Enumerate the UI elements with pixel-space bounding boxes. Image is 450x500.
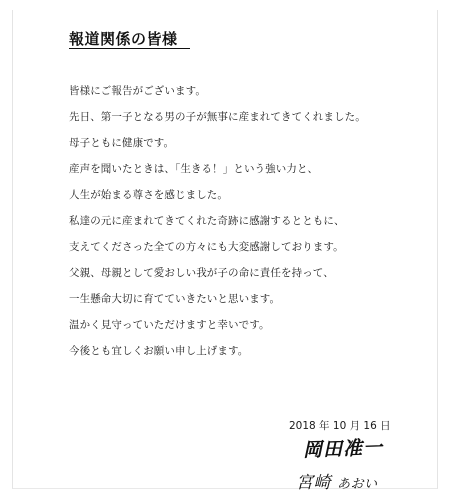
letter-line: 私達の元に産まれてきてくれた奇跡に感謝するとともに、 — [69, 215, 345, 227]
signature-second — [296, 468, 378, 493]
letter-line: 人生が始まる尊さを感じました。 — [69, 189, 228, 201]
letter-line: 支えてくださった全ての方々にも大変感謝しております。 — [69, 241, 344, 253]
letter-line: 今後とも宜しくお願い申し上げます。 — [69, 345, 249, 357]
letter-line: 皆様にご報告がございます。 — [69, 85, 206, 97]
letter-paper — [12, 10, 438, 493]
letter-date: 2018 年 10 月 16 日 — [289, 420, 391, 432]
signature-second-given: あおい — [337, 477, 378, 492]
signature-second-family: 宮崎 — [296, 473, 331, 493]
heading-underline — [69, 48, 190, 49]
letter-body — [69, 78, 366, 364]
letter-line: 温かく見守っていただけますと幸いです。 — [69, 319, 270, 331]
letter-line: 先日、第一子となる男の子が無事に産まれてきてくれました。 — [69, 111, 366, 123]
letter-line: 一生懸命大切に育てていきたいと思います。 — [69, 293, 281, 305]
letter-heading: 報道関係の皆様 — [69, 30, 178, 48]
signature-first: 岡田准一 — [302, 436, 384, 462]
letter-line: 産声を聞いたときは、「生きる！」という強い力と、 — [69, 163, 319, 175]
letter-line: 父親、母親として愛おしい我が子の命に責任を持って、 — [69, 267, 334, 279]
letter-line: 母子ともに健康です。 — [69, 137, 175, 149]
